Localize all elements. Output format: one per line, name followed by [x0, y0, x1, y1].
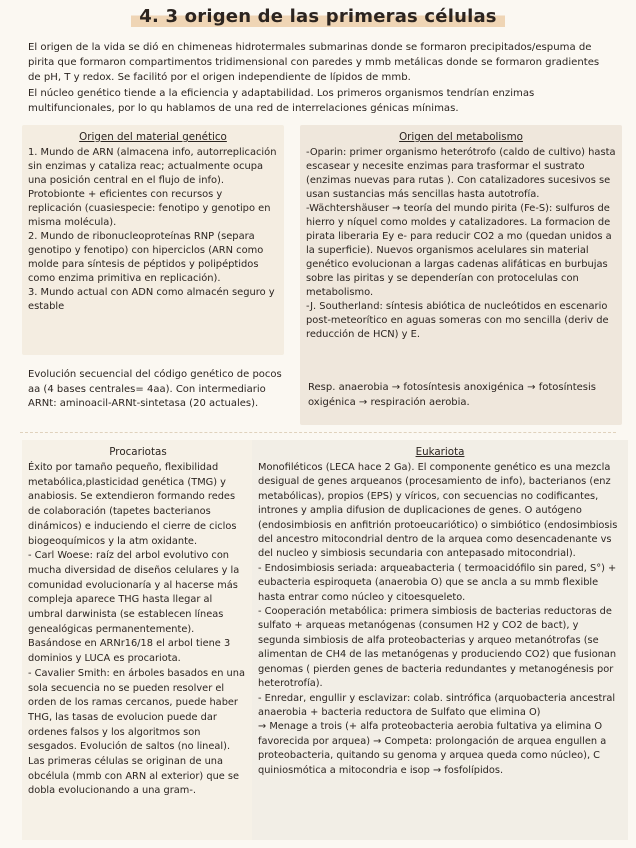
genetic-origin-heading: Origen del material genético: [79, 131, 227, 143]
eukaryotes-heading: Eukariota: [415, 446, 465, 458]
eukaryotes-panel: [252, 440, 628, 840]
prokaryotes-text: Éxito por tamaño pequeño, flexibilidad metabólica,plasticidad genética (TMG) y anabiosis. Se extendieron formando redes de colaboración (tapetes bacterianos dinámicos) e induciendo el cierre de ciclos biogeoquímicos y la atm oxidante. - Carl Woese: raíz del arbol evolutivo con mucha diversidad de diseños celulares y la comunidad evolucionaría y al hacerse más compleja aparece THG hasta llegar al umbral darwinista (se establecen líneas genealógicas permanentemente). Basándose en ARNr16/18 el arbol tiene 3 dominios y LUCA es procariota. - Cavalier Smith: en árboles basados en una sola secuencia no se pueden resolver el orden de los ramas cercanos, puede haber THG, las tasas de evolucion puede dar ordenes falsos y los algoritmos son sesgados. Evolución de saltos (no lineal). Las primeras células se originan de una obcélula (mmb con ARN al exterior) que se dobla evolucionando a una gram-.: [28, 462, 245, 797]
prokaryotes-heading: Procariotas: [109, 446, 167, 458]
code-evolution-note: Evolución secuencial del código genético de pocos aa (4 bases centrales= 4aa). Con intermediario ARNt: aminoacil-ARNt-sintetasa (20 actuales).: [28, 369, 282, 410]
intro-paragraph: El origen de la vida se dió en chimeneas hidrotermales submarinas donde se formaron precipitados/espuma de pirita que formaron compartimentos tridimensional con paredes y mmb metálicas donde se formaron gradientes de pH, T y redox. Se facilitó por el origen independiente de lípidos de mmb. El núcleo genético tiende a la eficiencia y adaptabilidad. Los primeros organismos tendrían enzimas multifuncionales, por lo qu hablamos de una red de interrelaciones génicas mínimas.: [28, 42, 600, 114]
page-title: 4. 3 origen de las primeras células: [0, 6, 636, 27]
section-divider: [20, 432, 616, 433]
genetic-origin-panel: [22, 125, 284, 355]
eukaryotes-text: Monofiléticos (LECA hace 2 Ga). El componente genético es una mezcla desigual de genes arqueanos (procesamiento de info), bacterianos (enz metabólicas), propios (EPS) y víricos, con secuencias no codificantes, intrones y amplia difusion de duplicaciones de genes. O autógeno (endosimbiosis en anfitrión protoeucariótico) o simbiótico (endosimbiosis del ancestro mitocondrial dentro de la arquea como desencadenante vs del nucleo y simbiosis secundaria con antepasado mitocondrial). - Endosimbiosis seriada: arqueabacteria ( termoacidófilo sin pared, S°) + eubacteria espiroqueta (anaerobia O) que se ancla a su mmb flexible hasta entrar como núcleo y citoesqueleto. - Cooperación metabólica: primera simbiosis de bacterias reductoras de sulfato + arqueas metanógenas (consumen H2 y CO2 de bact), y segunda simbiosis de alfa proteobacterias y arqueo metanótrofas (se alimentan de CH4 de las metanógenas y produciendo CO2) que fusionan genomas ( pierden genes de bacteria redundantes y metanogénesis por heterotrofía). - Enredar, engullir y esclavizar: colab. sintrófica (arquobacteria ancestral anaerobia + bacteria reductora de Sulfato que elimina O) → Menage a trois (+ alfa proteobacteria aerobia fultativa ya elimina O favorecida por arquea) → Competa: prolongación de arquea engullen a proteobacteria, quitando su genoma y arquea queda como núcleo), C quiniosmótica a mitocondria e isop → fosfolípidos.: [258, 462, 618, 776]
metabolism-origin-text: -Oparin: primer organismo heterótrofo (caldo de cultivo) hasta escasear y necesite enzimas para trasformar el sustrato (enzimas nuevas para rutas ). Con catalizadores sucesivos se usan sustancias más sencillas hasta autotrofía. -Wächtershäuser → teoría del mundo pirita (Fe-S): sulfuros de hierro y níquel como moldes y catalizadores. La formacion de pirata liberaria Ey e- para reducir CO2 a mo (quedan unidos a la superficie). Nuevos organismos acelulares sin material genético evolucionan a largas cadenas alifáticas en burbujas sobre las piritas y se dependerían con protocelulas con metabolismo. -J. Southerland: síntesis abiótica de nucleótidos en escenario post-meteorítico en aguas someras con mo sencilla (deriv de reducción de HCN) y E.: [306, 147, 616, 340]
genetic-origin-text: 1. Mundo de ARN (almacena info, autorreplicación sin enzimas y cataliza reac; actualmente ocupa una posición central en el flujo de info). Protobionte + eficientes con recursos y replicación (cuasiespecie: fenotipo y genotipo en misma molécula). 2. Mundo de ribonucleoproteínas RNP (separa genotipo y fenotipo) con hiperciclos (ARN como molde para síntesis de péptidos y polipéptidos como enzima primitiva en replicación). 3. Mundo actual con ADN como almacén seguro y estable: [28, 147, 277, 312]
metabolism-origin-heading: Origen del metabolismo: [399, 131, 523, 143]
respiration-sequence: Resp. anaerobia → fotosíntesis anoxigénica → fotosíntesis oxigénica → respiración aerobia.: [308, 382, 596, 408]
prokaryotes-panel: [22, 440, 254, 840]
